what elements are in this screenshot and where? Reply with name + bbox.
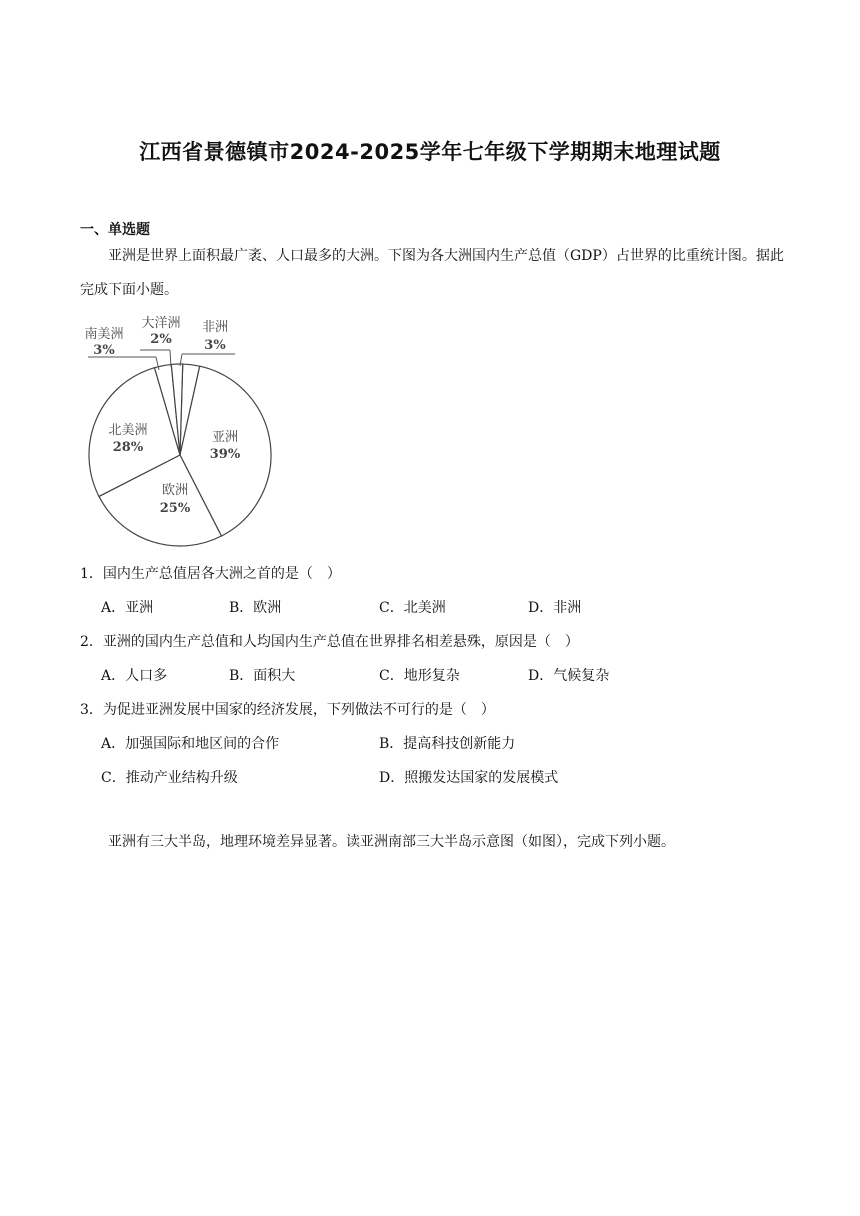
q2-option-b[interactable]: B．面积大 bbox=[229, 668, 296, 684]
label-europe-name: 欧洲 bbox=[161, 483, 189, 498]
label-south-america-value: 3% bbox=[93, 343, 115, 358]
label-europe-value: 25% bbox=[159, 501, 191, 516]
label-south-america-name: 南美洲 bbox=[84, 327, 124, 342]
label-oceania-name: 大洋洲 bbox=[141, 316, 181, 331]
label-asia-name: 亚洲 bbox=[211, 430, 239, 445]
label-asia-value: 39% bbox=[209, 447, 241, 462]
label-africa-value: 3% bbox=[204, 338, 226, 353]
q1-option-a[interactable]: A．亚洲 bbox=[101, 600, 154, 616]
q1-option-d[interactable]: D．非洲 bbox=[528, 600, 582, 616]
q2-option-c[interactable]: C．地形复杂 bbox=[379, 668, 460, 684]
label-north-america-value: 28% bbox=[112, 440, 144, 455]
q3-option-b[interactable]: B．提高科技创新能力 bbox=[379, 736, 516, 752]
q2-option-a[interactable]: A．人口多 bbox=[101, 668, 168, 684]
question-1-stem: 1．国内生产总值居各大洲之首的是（ ） bbox=[80, 566, 341, 582]
section-heading: 一、单选题 bbox=[80, 222, 150, 238]
q3-option-c[interactable]: C．推动产业结构升级 bbox=[101, 770, 238, 786]
passage-asia-gdp: 亚洲是世界上面积最广袤、人口最多的大洲。下图为各大洲国内生产总值（GDP）占世界的比重统计图。据此完成下面小题。 bbox=[80, 248, 784, 298]
q3-option-a[interactable]: A．加强国际和地区间的合作 bbox=[101, 736, 280, 752]
label-oceania-value: 2% bbox=[150, 332, 172, 347]
label-north-america-name: 北美洲 bbox=[108, 423, 148, 438]
label-africa-name: 非洲 bbox=[201, 320, 229, 335]
question-3-stem: 3．为促进亚洲发展中国家的经济发展，下列做法不可行的是（ ） bbox=[80, 702, 495, 718]
passage-peninsulas: 亚洲有三大半岛，地理环境差异显著。读亚洲南部三大半岛示意图（如图），完成下列小题。 bbox=[108, 834, 675, 850]
gdp-pie-chart bbox=[80, 312, 280, 552]
page-title: 江西省景德镇市2024-2025学年七年级下学期期末地理试题 bbox=[139, 140, 721, 164]
q1-option-b[interactable]: B．欧洲 bbox=[229, 600, 282, 616]
q2-option-d[interactable]: D．气候复杂 bbox=[528, 668, 610, 684]
q1-option-c[interactable]: C．北美洲 bbox=[379, 600, 446, 616]
question-2-stem: 2．亚洲的国内生产总值和人均国内生产总值在世界排名相差悬殊，原因是（ ） bbox=[80, 634, 579, 650]
q3-option-d[interactable]: D．照搬发达国家的发展模式 bbox=[379, 770, 559, 786]
